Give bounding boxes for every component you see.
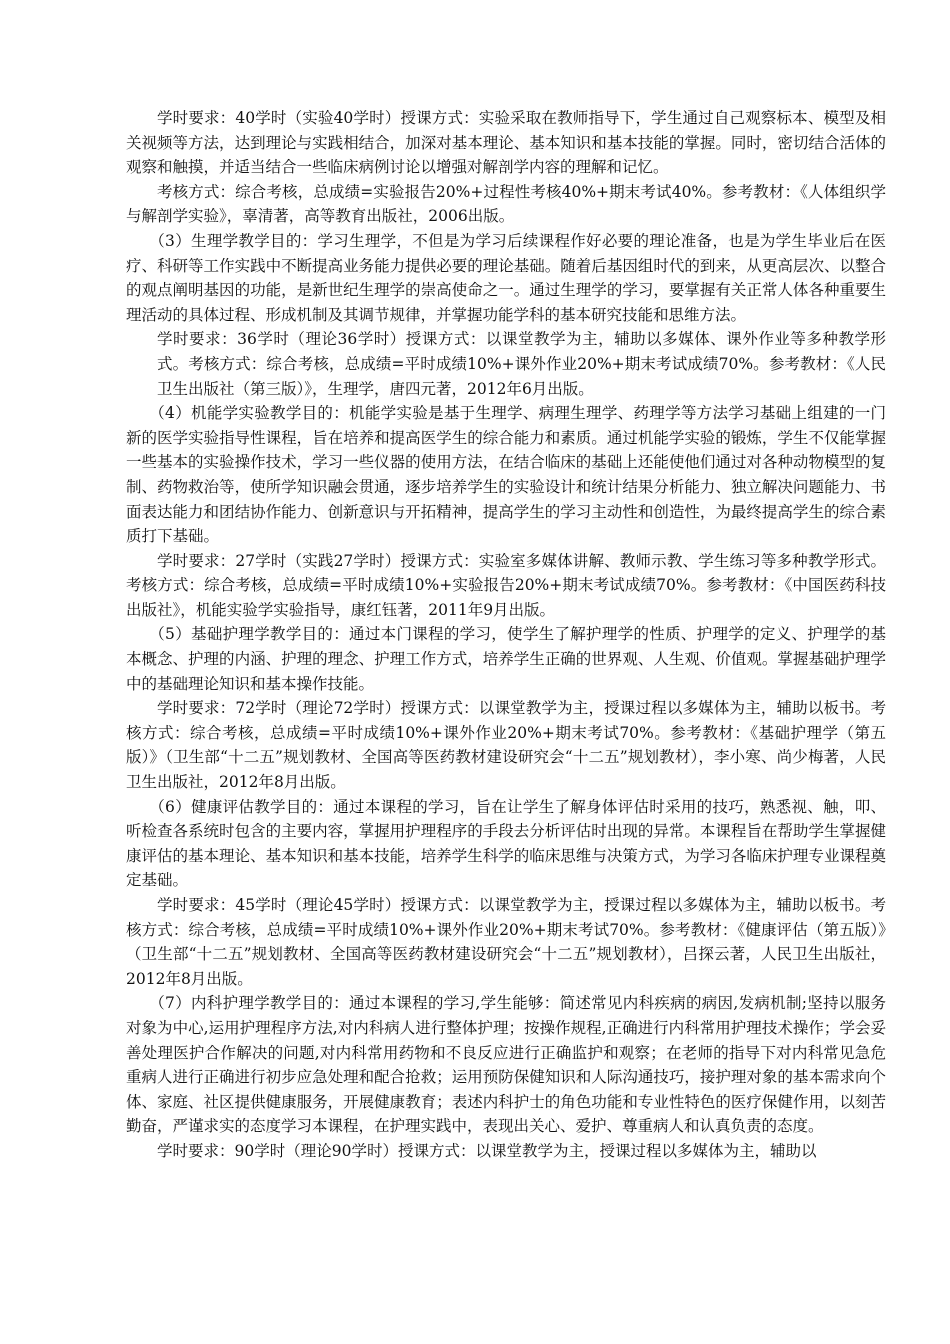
document-page — [126, 106, 886, 1164]
paragraph-anatomy-lab-hours: 学时要求：40学时（实验40学时）授课方式：实验采取在教师指导下，学生通过自己观察标本、模型及相关视频等方法，达到理论与实践相结合，加深对基本理论、基本知识和基本技能的掌握。同时，密切结合活体的观察和触摸，并适当结合一些临床病例讨论以增强对解剖学内容的理解和记忆。 — [126, 109, 886, 177]
paragraph-functional-lab-hours: 学时要求：27学时（实践27学时）授课方式：实验室多媒体讲解、教师示教、学生练习等多种教学形式。考核方式：综合考核，总成绩=平时成绩10%+实验报告20%+期末考试成绩70%。参考教材：《中国医药科技出版社》，机能实验学实验指导，康红钰著，2011年9月出版。 — [126, 551, 886, 619]
paragraph-physiology-purpose: （3）生理学教学目的：学习生理学，不但是为学习后续课程作好必要的理论准备，也是为学生毕业后在医疗、科研等工作实践中不断提高业务能力提供必要的理论基础。随着后基因组时代的到来，从更高层次、以整合的观点阐明基因的功能，是新世纪生理学的崇高使命之一。通过生理学的学习，要掌握有关正常人体各种重要生理活动的具体过程、形成机制及其调节规律，并掌握功能学科的基本研究技能和思维方法。 — [126, 231, 886, 324]
paragraph-internal-nursing-hours: 学时要求：90学时（理论90学时）授课方式：以课堂教学为主，授课过程以多媒体为主，辅助以 — [157, 1141, 817, 1160]
paragraph-health-assessment-hours: 学时要求：45学时（理论45学时）授课方式：以课堂教学为主，授课过程以多媒体为主，辅助以板书。考核方式：综合考核，总成绩=平时成绩10%+课外作业20%+期末考试70%。参考教材：《健康评估（第五版）》（卫生部“十二五”规划教材、全国高等医药教材建设研究会“十二五”规划教材），吕探云著，人民卫生出版社，2012年8月出版。 — [126, 896, 886, 988]
paragraph-anatomy-lab-assessment: 考核方式：综合考核，总成绩=实验报告20%+过程性考核40%+期末考试40%。参考教材：《人体组织学与解剖学实验》，辜清著，高等教育出版社，2006出版。 — [126, 182, 886, 226]
paragraph-basic-nursing-purpose: （5）基础护理学教学目的：通过本门课程的学习，使学生了解护理学的性质、护理学的定义、护理学的基本概念、护理的内涵、护理的理念、护理工作方式，培养学生正确的世界观、人生观、价值观。掌握基础护理学中的基础理论知识和基本操作技能。 — [126, 625, 886, 693]
paragraph-basic-nursing-hours: 学时要求：72学时（理论72学时）授课方式：以课堂教学为主，授课过程以多媒体为主，辅助以板书。考核方式：综合考核，总成绩=平时成绩10%+课外作业20%+期末考试70%。参考教材：《基础护理学（第五版）》（卫生部“十二五”规划教材、全国高等医药教材建设研究会“十二五”规划教材），李小寒、尚少梅著，人民卫生出版社，2012年8月出版。 — [126, 699, 886, 792]
paragraph-functional-lab-purpose: （4）机能学实验教学目的：机能学实验是基于生理学、病理生理学、药理学等方法学习基础上组建的一门新的医学实验指导性课程，旨在培养和提高医学生的综合能力和素质。通过机能学实验的锻炼，学生不仅能掌握一些基本的实验操作技术，学习一些仪器的使用方法，在结合临床的基础上还能使他们通过对各种动物模型的复制、药物救治等，使所学知识融会贯通，逐步培养学生的实验设计和统计结果分析能力、独立解决问题能力、书面表达能力和团结协作能力、创新意识与开拓精神，提高学生的学习主动性和创造性，为最终提高学生的综合素质打下基础。 — [126, 404, 886, 546]
paragraph-internal-nursing-purpose: （7）内科护理学教学目的：通过本课程的学习,学生能够：简述常见内科疾病的病因,发病机制;坚持以服务对象为中心,运用护理程序方法,对内科病人进行整体护理；按操作规程,正确进行内科常用护理技术操作；学会妥善处理医护合作解决的问题,对内科常用药物和不良反应进行正确监护和观察；在老师的指导下对内科常见急危重病人进行正确进行初步应急处理和配合抢救；运用预防保健知识和人际沟通技巧，接护理对象的基本需求向个体、家庭、社区提供健康服务，开展健康教育；表述内科护士的角色功能和专业性特色的医疗保健作用，以刻苦勤奋，严谨求实的态度学习本课程，在护理实践中，表现出关心、爱护、尊重病人和认真负责的态度。 — [126, 994, 886, 1136]
paragraph-health-assessment-purpose: （6）健康评估教学目的：通过本课程的学习，旨在让学生了解身体评估时采用的技巧，熟悉视、触，叩、听检查各系统时包含的主要内容，掌握用护理程序的手段去分析评估时出现的异常。本课程旨在帮助学生掌握健康评估的基本理论、基本知识和基本技能，培养学生科学的临床思维与决策方式，为学习各临床护理专业课程奠定基础。 — [126, 797, 886, 890]
paragraph-physiology-hours: 学时要求：36学时（理论36学时）授课方式：以课堂教学为主，辅助以多媒体、课外作业等多种教学形式。考核方式：综合考核，总成绩=平时成绩10%+课外作业20%+期末考试成绩70%。参考教材：《人民卫生出版社（第三版）》，生理学，唐四元著，2012年6月出版。 — [157, 330, 886, 398]
